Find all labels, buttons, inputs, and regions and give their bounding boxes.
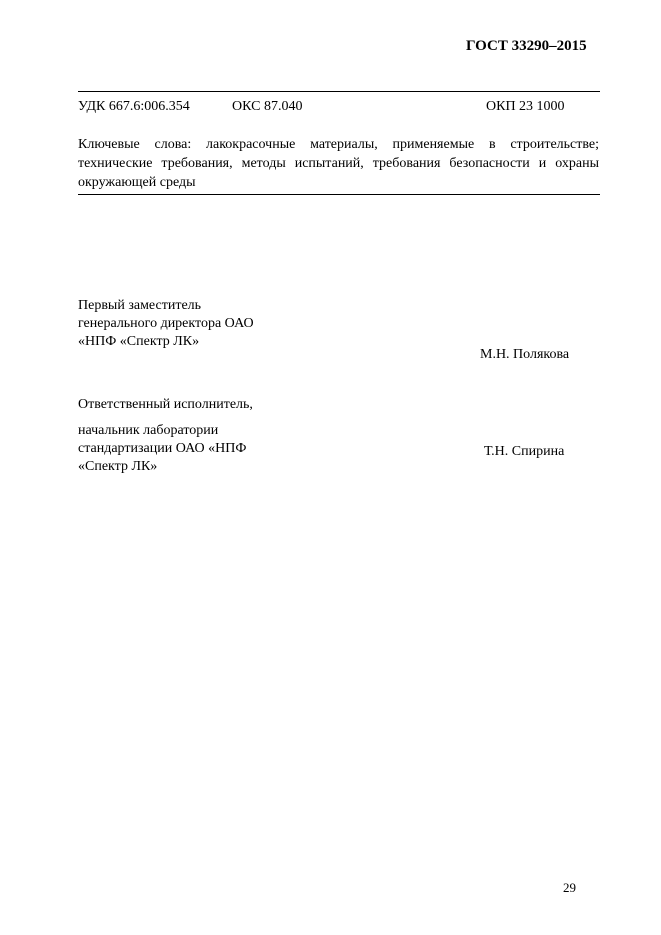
top-divider <box>78 91 600 92</box>
position-line: стандартизации ОАО «НПФ <box>78 441 247 456</box>
udk-code: УДК 667.6:006.354 <box>78 99 190 114</box>
signatory-name-1: М.Н. Полякова <box>480 347 570 362</box>
position-line: Ответственный исполнитель, <box>78 397 253 412</box>
classification-codes <box>78 99 600 117</box>
position-line: «НПФ «Спектр ЛК» <box>78 334 200 349</box>
line-spacer <box>78 414 338 422</box>
position-line: «Спектр ЛК» <box>78 459 158 474</box>
oks-code: ОКС 87.040 <box>232 99 303 114</box>
position-line: начальник лаборатории <box>78 423 219 438</box>
okp-code: ОКП 23 1000 <box>486 99 565 114</box>
signatory-name-2: Т.Н. Спирина <box>484 444 565 459</box>
position-line: Первый заместитель <box>78 298 202 313</box>
signature-position-1 <box>78 297 338 351</box>
signature-position-2 <box>78 396 338 476</box>
bottom-divider <box>78 194 600 195</box>
position-line: генерального директора ОАО <box>78 316 254 331</box>
standard-code: ГОСТ 33290–2015 <box>466 38 587 54</box>
page-number: 29 <box>563 880 576 895</box>
keywords-paragraph: Ключевые слова: лакокрасочные материалы, применяемые в строительстве; технические требования, методы испытаний, требования безопасности и охраны окружающей среды <box>78 137 599 190</box>
